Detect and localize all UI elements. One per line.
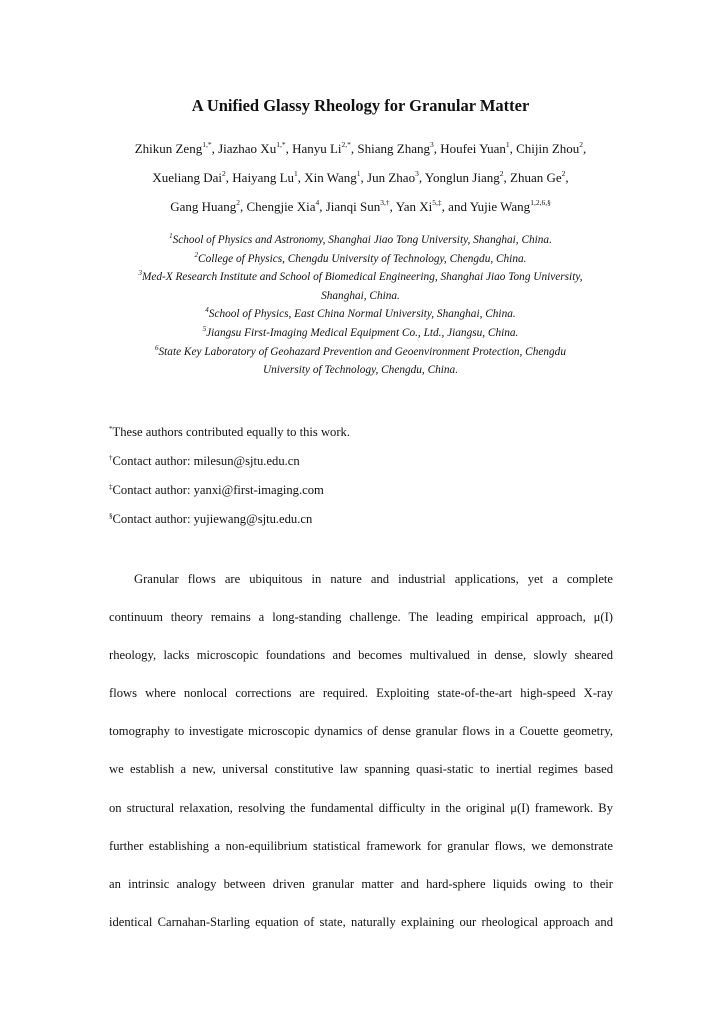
affiliation-list [0,231,721,380]
author-affil-sup: 3 [415,169,419,178]
footnote-text: These authors contributed equally to this work. [112,425,350,439]
affiliation-number: 3 [138,269,142,278]
affiliation-text: Shanghai, China. [321,289,400,302]
author-separator: , [418,170,425,185]
abstract-line: Granular flows are ubiquitous in nature and industrial applications, yet a complete [134,572,613,586]
affiliation-text: School of Physics and Astronomy, Shanghai Jiao Tong University, Shanghai, China. [172,234,552,246]
footnote [109,511,350,540]
author-separator: , [360,170,368,185]
author-name: Jiazhao Xu [218,141,277,156]
footnote-mark: ‡ [109,483,113,491]
author-separator: , [285,141,293,156]
author-name: Hanyu Li [292,141,342,156]
author-name: Chengjie Xia [246,199,316,214]
affiliation-number: 1 [169,232,173,240]
author-name: Jun Zhao [367,170,416,185]
author-affil-sup: 3 [430,140,434,149]
footnote-mark: * [109,425,113,433]
author-separator: , [240,199,247,214]
abstract-line: on structural relaxation, resolving the fundamental difficulty in the original μ(I) framework. By [109,800,613,815]
author-affil-sup: 2 [561,169,566,178]
author-affil-sup: 1 [505,140,510,149]
author-line [0,140,721,169]
footnote-text: Contact author: milesun@sjtu.edu.cn [112,454,300,468]
abstract-line: flows where nonlocal corrections are required. Exploiting state-of-the-art high-speed X-ray [109,686,613,701]
affiliation-text: Jiangsu First-Imaging Medical Equipment Co., Ltd., Jiangsu, China. [206,326,519,339]
author-line [0,198,721,227]
paper-title: A Unified Glassy Rheology for Granular Matter [191,96,530,115]
affiliation [0,343,721,362]
footnote-text: Contact author: yujiewang@sjtu.edu.cn [112,512,313,526]
author-affil-sup: 2 [222,169,226,178]
affiliation [0,231,721,250]
author-separator: , [509,141,517,156]
footnote [109,453,350,482]
author-separator: , [350,141,358,156]
author-separator: , [433,141,441,156]
author-affil-sup: 1,* [276,140,286,149]
author-name: Shiang Zhang [357,141,430,156]
author-name: Haiyang Lu [232,170,295,185]
author-affil-sup: 2 [579,140,584,149]
author-separator: , [319,199,326,214]
author-separator: , [583,141,587,156]
author-name: Xin Wang [304,170,357,185]
footnote [109,424,350,453]
author-list [0,140,721,227]
author-name: Yujie Wang [469,199,531,214]
abstract-line: an intrinsic analogy between driven granular matter and hard-sphere liquids owing to their [109,876,613,891]
author-affil-sup: 2,* [341,140,351,149]
author-affil-sup: 1,2,6,§ [530,198,551,207]
author-separator: , and [441,199,470,214]
author-name: Gang Huang [170,199,237,214]
author-name: Chijin Zhou [516,141,580,156]
author-affil-sup: 1 [356,169,361,178]
author-separator: , [297,170,305,185]
abstract-line: continuum theory remains a long-standing challenge. The leading empirical approach, μ(I) [109,610,613,625]
author-affil-sup: 2 [236,198,241,207]
author-name: Zhuan Ge [510,170,562,185]
affiliation [0,287,721,306]
author-name: Houfei Yuan [440,141,506,156]
affiliation [0,268,721,287]
author-separator: , [565,170,569,185]
author-affil-sup: 5,‡ [432,198,442,207]
author-line [0,169,721,198]
affiliation [0,324,721,343]
affiliation [0,305,721,324]
affiliation-text: University of Technology, Chengdu, China. [262,364,459,377]
footnote-list [109,424,350,540]
affiliation-text: College of Physics, Chengdu University of Technology, Chengdu, China. [198,252,527,265]
author-name: Yan Xi [395,199,433,214]
abstract-line: rheology, lacks microscopic foundations and becomes multivalued in dense, slowly sheared [109,648,613,663]
abstract-line: tomography to investigate microscopic dynamics of dense granular flows in a Couette geometry, [109,724,613,739]
affiliation-text: Med-X Research Institute and School of Biomedical Engineering, Shanghai Jiao Tong University, [141,271,583,284]
footnote-mark: † [109,454,113,462]
abstract-line: further establishing a non-equilibrium statistical framework for granular flows, we demonstrate [109,838,613,853]
author-affil-sup: 4 [315,198,320,207]
author-separator: , [211,141,219,156]
affiliation [0,361,721,380]
author-separator: , [389,199,396,214]
author-separator: , [503,170,510,185]
footnote-mark: § [109,512,113,520]
affiliation-text: State Key Laboratory of Geohazard Prevention and Geoenvironment Protection, Chengdu [158,345,566,358]
author-separator: , [225,170,233,185]
footnote [109,482,350,511]
affiliation-number: 4 [205,306,209,315]
affiliation-text: School of Physics, East China Normal University, Shanghai, China. [208,308,516,321]
author-name: Xueliang Dai [152,170,223,185]
abstract-line: we establish a new, universal constitutive law spanning quasi-static to inertial regimes based [109,762,613,777]
affiliation-number: 6 [155,343,159,352]
affiliation-number: 2 [194,250,199,259]
author-name: Yonglun Jiang [424,170,500,185]
affiliation [0,250,721,269]
author-affil-sup: 3,† [380,198,390,207]
footnote-text: Contact author: yanxi@first-imaging.com [112,483,324,497]
author-affil-sup: 1 [294,169,298,178]
affiliation-number: 5 [202,324,207,333]
author-affil-sup: 2 [499,169,504,178]
author-affil-sup: 1,* [202,140,212,149]
abstract-paragraph [109,570,613,951]
abstract-line: identical Carnahan-Starling equation of state, naturally explaining our rheological approach and [109,914,613,929]
author-name: Jianqi Sun [325,199,381,214]
author-name: Zhikun Zeng [134,141,203,156]
